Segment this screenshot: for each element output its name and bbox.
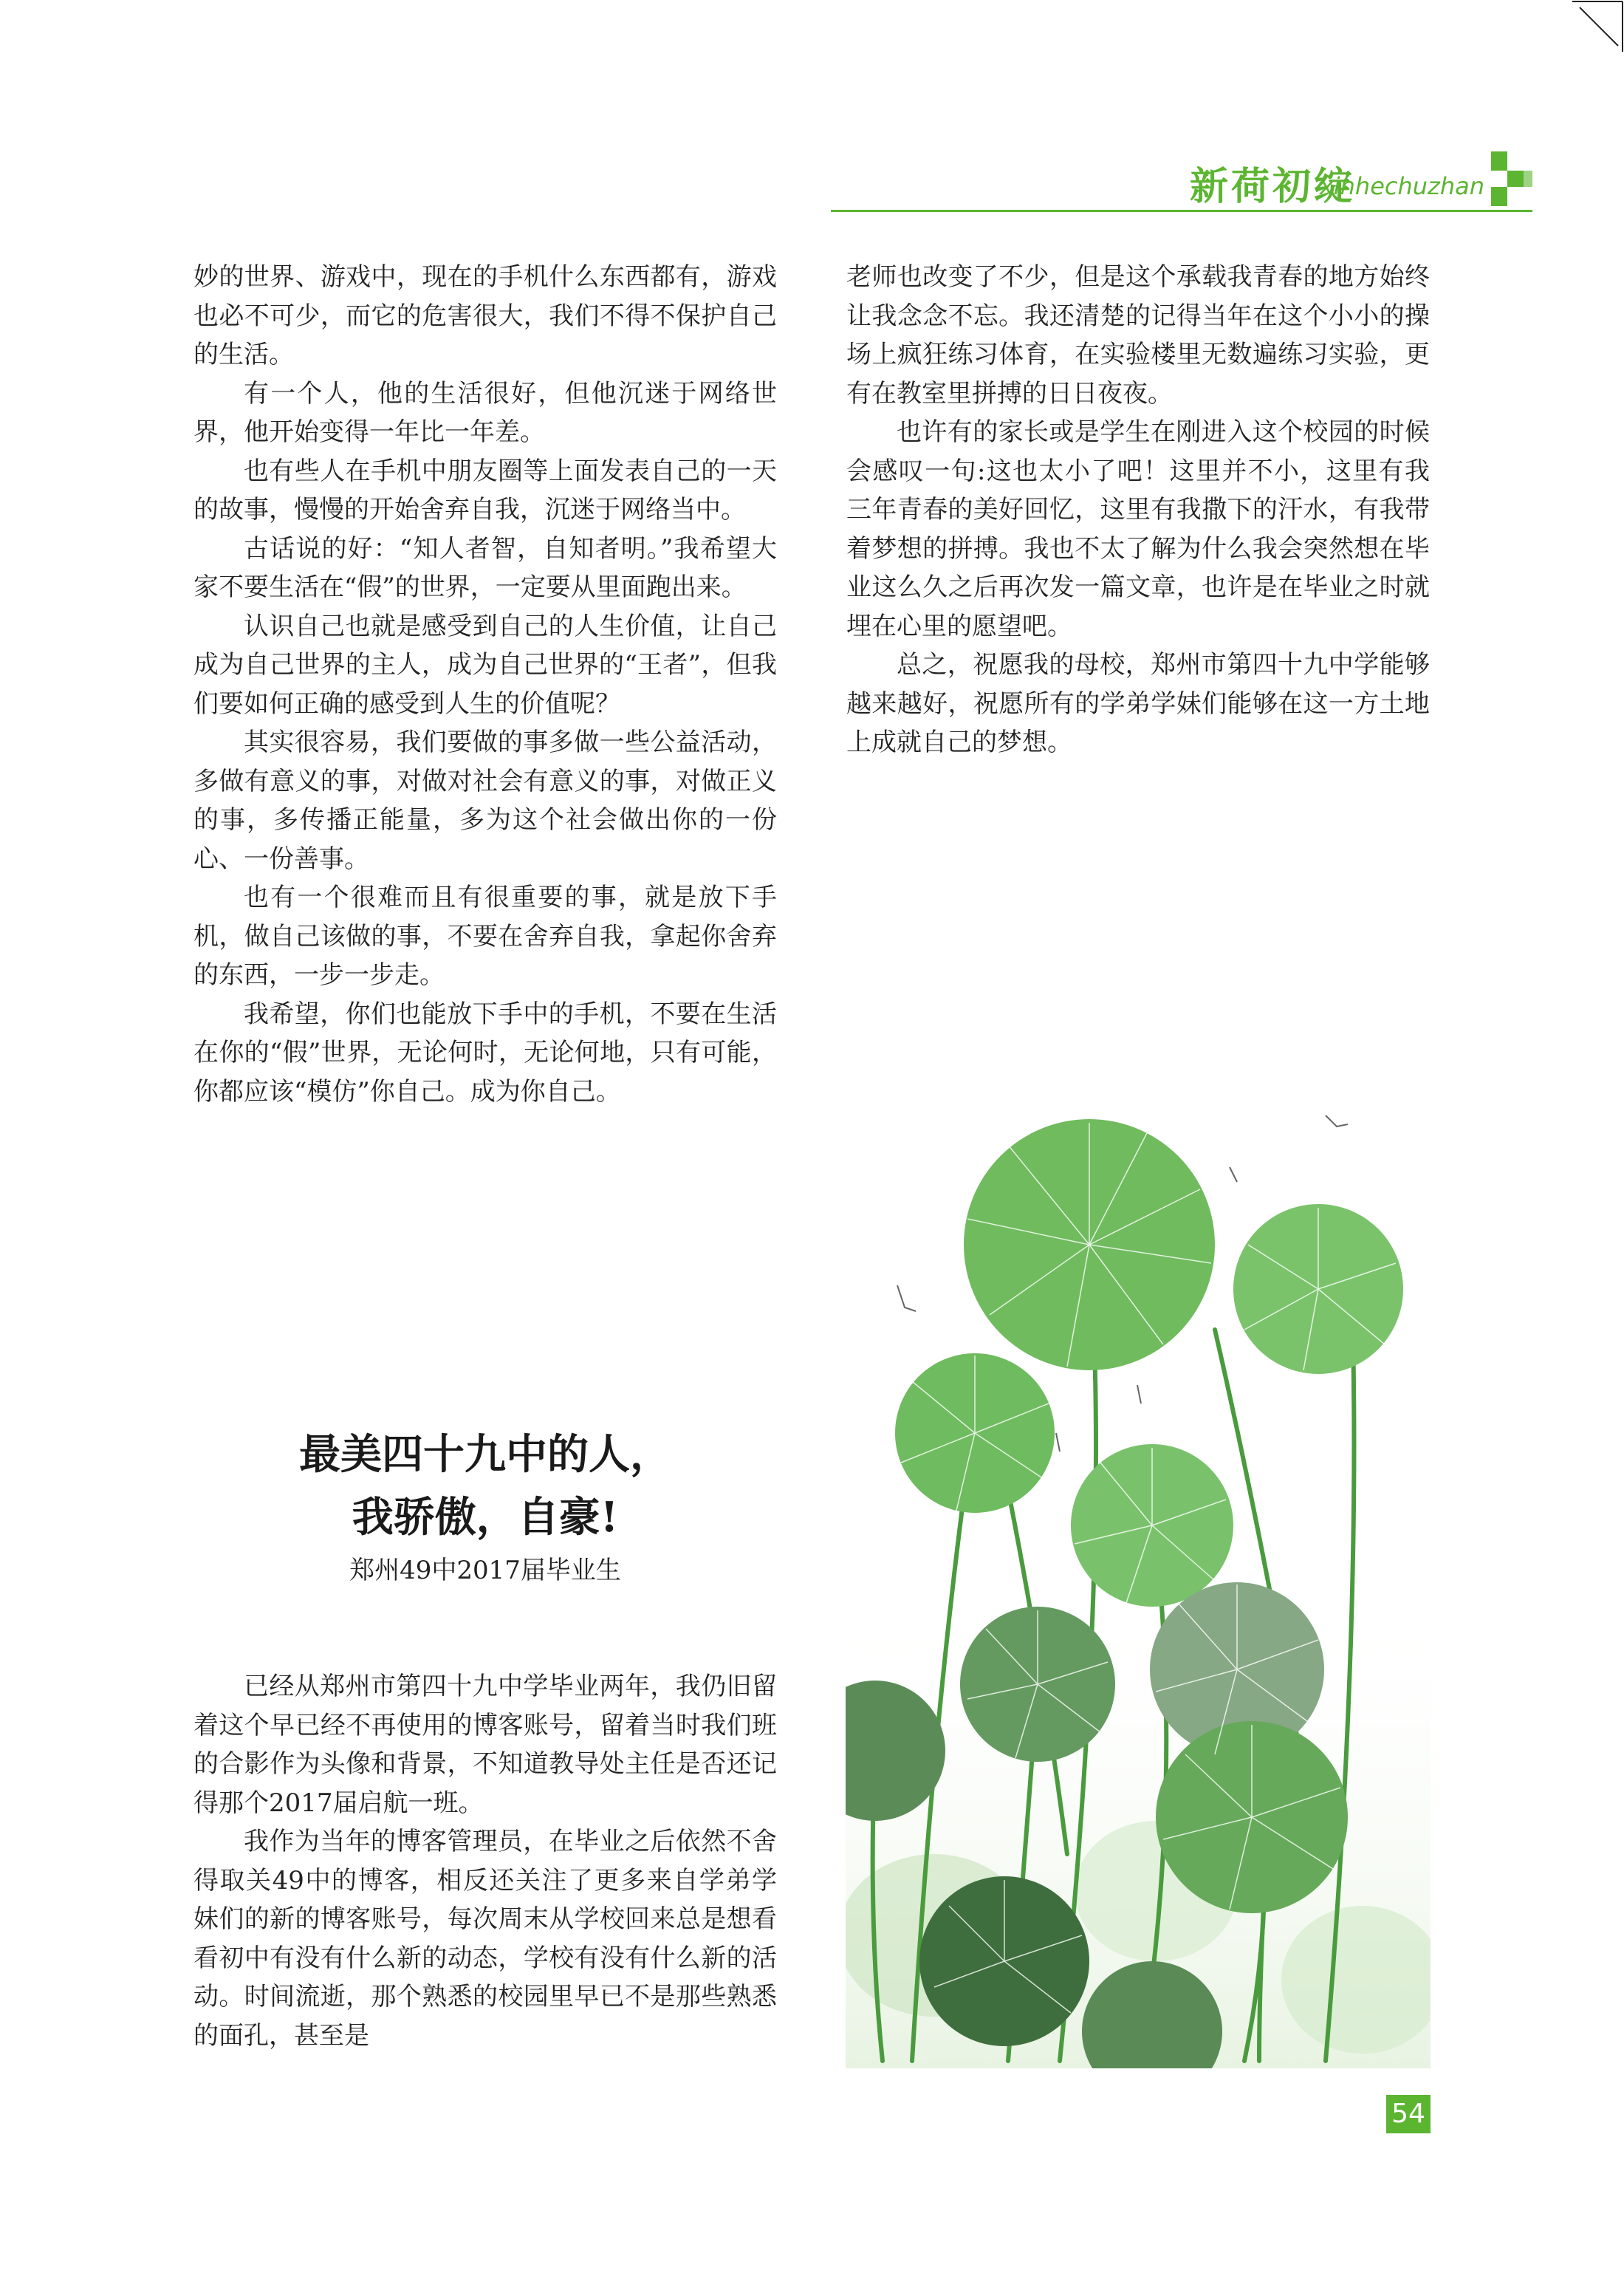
paragraph: 我希望，你们也能放下手中的手机，不要在生活在你的“假”世界，无论何时，无论何地，只有可能，你都应该“模仿”你自己。成为你自己。 <box>193 999 777 1107</box>
article-byline: 郑州49中2017届毕业生 <box>349 1556 621 1585</box>
header-rule <box>831 210 1532 212</box>
article-body <box>193 1667 777 2055</box>
paragraph: 也有些人在手机中朋友圈等上面发表自己的一天的故事，慢慢的开始舍弃自我，沉迷于网络当中。 <box>193 456 777 524</box>
paragraph: 也有一个很难而且有很重要的事，就是放下手机，做自己该做的事，不要在舍弃自我，拿起你舍弃的东西，一步一步走。 <box>193 883 777 990</box>
header-subtitle: xinhechuzhan <box>1319 172 1484 200</box>
paragraph: 古话说的好：“知人者智，自知者明。”我希望大家不要生活在“假”的世界，一定要从里面跑出来。 <box>193 533 777 602</box>
paragraph: 认识自己也就是感受到自己的人生价值，让自己成为自己世界的主人，成为自己世界的“王者”，但我们要如何正确的感受到人生的价值呢？ <box>193 611 777 719</box>
article-title-line-1: 最美四十九中的人， <box>299 1430 671 1479</box>
paragraph: 其实很容易，我们要做的事多做一些公益活动，多做有意义的事，对做对社会有意义的事，对做正义的事，多传播正能量，多为这个社会做出你的一份心、一份善事。 <box>193 728 777 874</box>
article-title-line-2: 我骄傲，自豪! <box>352 1493 619 1542</box>
lotus-leaves-illustration <box>846 1108 1431 2068</box>
paragraph: 妙的世界、游戏中，现在的手机什么东西都有，游戏也必不可少，而它的危害很大，我们不得不保护自己的生活。 <box>193 262 777 369</box>
right-column-text <box>846 258 1430 762</box>
header-title: 新荷初绽 <box>1189 165 1355 209</box>
paragraph: 已经从郑州市第四十九中学毕业两年，我仍旧留着这个早已经不再使用的博客账号，留着当时我们班的合影作为头像和背景，不知道教导处主任是否还记得那个2017届启航一班。 <box>193 1672 777 1818</box>
paragraph: 老师也改变了不少，但是这个承载我青春的地方始终让我念念不忘。我还清楚的记得当年在这个小小的操场上疯狂练习体育，在实验楼里无数遍练习实验，更有在教室里拼搏的日日夜夜。 <box>846 262 1430 408</box>
corner-crop-mark-icon <box>1572 0 1624 52</box>
page-number: 54 <box>1386 2095 1431 2133</box>
paragraph: 有一个人，他的生活很好，但他沉迷于网络世界，他开始变得一年比一年差。 <box>193 378 777 447</box>
left-column-text <box>193 258 777 1111</box>
page-header <box>831 151 1532 211</box>
green-squares-icon <box>1491 151 1532 206</box>
paragraph: 也许有的家长或是学生在刚进入这个校园的时候会感叹一句:这也太小了吧！这里并不小，这里有我三年青春的美好回忆，这里有我撒下的汗水，有我带着梦想的拼搏。我也不太了解为什么我会突然想在毕业这么久之后再次发一篇文章，也许是在毕业之时就埋在心里的愿望吧。 <box>846 417 1430 641</box>
paragraph: 总之，祝愿我的母校，郑州市第四十九中学能够越来越好，祝愿所有的学弟学妹们能够在这一方土地上成就自己的梦想。 <box>846 650 1430 757</box>
paragraph: 我作为当年的博客管理员，在毕业之后依然不舍得取关49中的博客，相反还关注了更多来自学弟学妹们的新的博客账号，每次周末从学校回来总是想看看初中有没有什么新的动态，学校有没有什么新的活动。时间流逝，那个熟悉的校园里早已不是那些熟悉的面孔，甚至是 <box>193 1827 777 2051</box>
